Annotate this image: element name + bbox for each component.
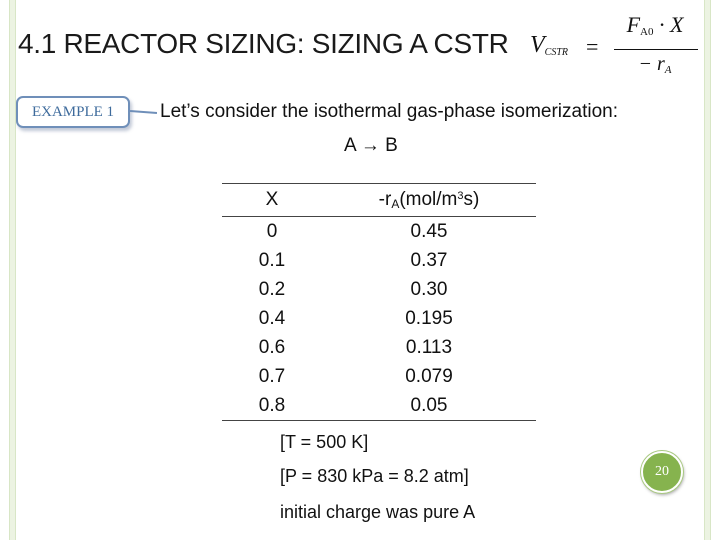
cell-conversion: 0.2 [258,278,286,300]
table-row [222,275,536,304]
table-header-row [222,184,536,217]
table-row [222,217,536,247]
cstr-volume-formula [530,10,700,82]
formula-equals: = [586,34,599,59]
table-row [222,333,536,362]
formula-numerator-subscript: A0 [640,26,654,38]
cell-conversion: 0.6 [258,336,286,358]
header-rate-unit-power: 3 [457,190,464,202]
table-row [222,246,536,275]
right-decorative-border [704,0,711,540]
header-reaction-rate [322,184,536,217]
slide-title: 4.1 REACTOR SIZING: SIZING A CSTR [18,28,509,59]
header-rate-prefix: -r [378,189,392,210]
cell-rate: 0.05 [410,394,448,416]
condition-temperature: [T = 500 K] [280,432,369,452]
header-rate-unit-close: s) [463,189,480,210]
formula-denominator-symbol: r [656,53,665,75]
cell-rate: 0.30 [410,278,448,300]
formula-denominator [610,53,700,76]
condition-initial-charge: initial charge was pure A [280,502,476,522]
header-rate-subscript: A [391,197,400,211]
formula-lhs-subscript: CSTR [544,47,569,58]
header-rate-unit-open: (mol/m [399,189,458,210]
rate-data-table [222,183,536,421]
formula-lhs [530,32,568,59]
formula-numerator-variable: X [669,12,684,37]
cell-rate: 0.37 [410,249,448,271]
formula-numerator-operator: · [658,12,665,37]
formula-numerator [610,12,700,38]
formula-numerator-symbol: F [626,12,641,37]
cell-conversion: 0 [266,220,278,242]
condition-pressure: [P = 830 kPa = 8.2 atm] [280,466,469,486]
example-intro-text: Let’s consider the isothermal gas-phase isomerization: [160,101,618,122]
formula-lhs-symbol: V [530,32,545,58]
table-row [222,362,536,391]
cell-rate: 0.195 [405,307,453,329]
formula-denominator-subscript: A [664,64,672,76]
badge-pointer-line [130,110,157,114]
cell-conversion: 0.7 [258,365,286,387]
cell-conversion: 0.1 [258,249,286,271]
table-row [222,391,536,421]
cell-rate: 0.079 [405,365,453,387]
formula-fraction-bar [614,49,698,50]
cell-conversion: 0.4 [258,307,286,329]
header-conversion: X [265,189,279,210]
example-badge: EXAMPLE 1 [16,96,130,128]
table-row [222,304,536,333]
cell-rate: 0.113 [405,336,453,358]
cell-conversion: 0.8 [258,394,286,416]
formula-denominator-sign: − [638,53,652,75]
left-decorative-border [9,0,16,540]
cell-rate: 0.45 [410,220,448,242]
reaction-equation: A → B [344,135,398,156]
page-number-badge: 20 [641,451,683,493]
